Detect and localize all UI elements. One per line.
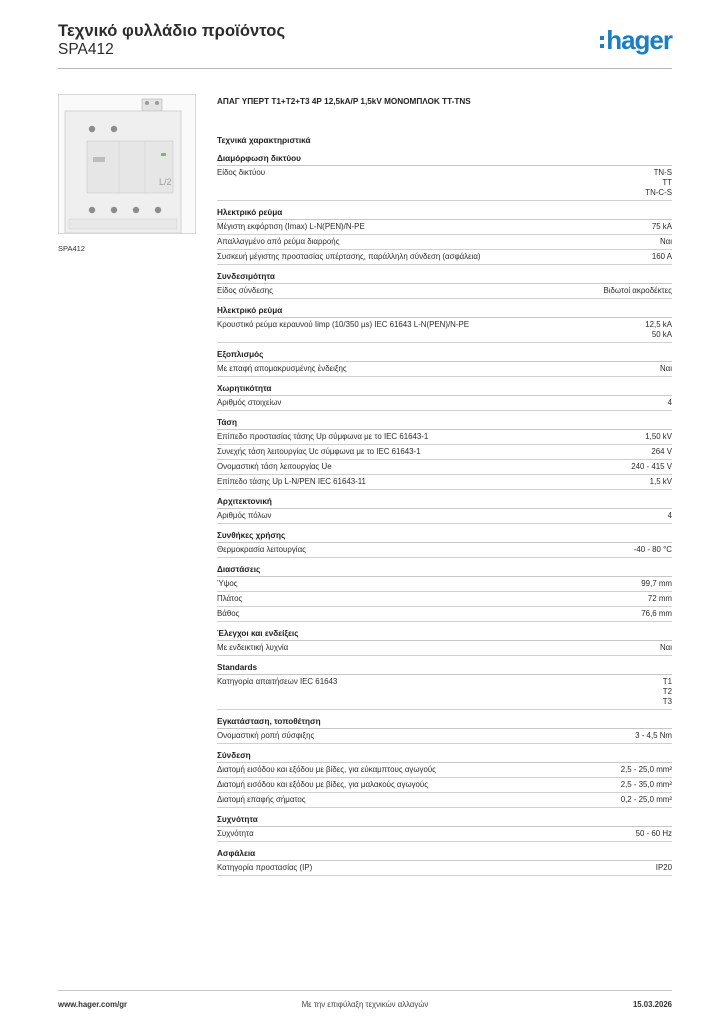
product-image — [58, 94, 196, 234]
spec-value — [663, 677, 672, 707]
spec-value-line: 12,5 kA — [645, 320, 672, 329]
spec-row — [217, 220, 672, 235]
spec-row — [217, 577, 672, 592]
spec-value — [621, 765, 672, 775]
spec-groups — [217, 152, 672, 876]
spec-content — [217, 96, 672, 881]
spec-row — [217, 675, 672, 710]
spec-value-line: 0,2 - 25,0 mm² — [620, 795, 672, 804]
document-subtitle: SPA412 — [58, 41, 114, 58]
spec-group-title: Διαστάσεις — [217, 563, 672, 577]
spec-value-line: TN-C-S — [645, 188, 672, 197]
header-divider — [58, 68, 672, 69]
spec-value-line: T2 — [662, 687, 672, 696]
spec-value-line: 50 - 60 Hz — [635, 829, 672, 838]
spec-value — [648, 594, 672, 604]
spec-label: Ονομαστική τάση λειτουργίας Ue — [217, 462, 332, 471]
spec-value — [645, 168, 672, 198]
spec-group — [217, 416, 672, 490]
tech-specs-heading: Τεχνικά χαρακτηριστικά — [217, 135, 311, 145]
spec-value — [621, 780, 672, 790]
spec-label: Είδος σύνδεσης — [217, 286, 273, 295]
spec-label: Κατηγορία απαιτήσεων IEC 61643 — [217, 677, 338, 686]
spec-label: Αριθμός στοιχείων — [217, 398, 282, 407]
spec-value — [656, 863, 672, 873]
spec-group — [217, 627, 672, 656]
spec-value — [635, 731, 672, 741]
surge-protector-illustration — [59, 95, 195, 233]
spec-row — [217, 460, 672, 475]
spec-value — [668, 398, 672, 408]
spec-label: Διατομή εισόδου και εξόδου με βίδες, για εύκαμπτους αγωγούς — [217, 765, 436, 774]
spec-row — [217, 475, 672, 490]
spec-value — [645, 320, 672, 340]
spec-value — [641, 609, 672, 619]
product-title: ΑΠΑΓ ΥΠΕΡΤ Τ1+Τ2+Τ3 4Ρ 12,5kA/P 1,5kV ΜΟΝΟΜΠΛΟΚ TT-TNS — [217, 97, 471, 106]
spec-group — [217, 813, 672, 842]
logo-text: hager — [606, 25, 672, 55]
spec-label: Ονομαστική ροπή σύσφιξης — [217, 731, 315, 740]
spec-value-line: 72 mm — [647, 594, 672, 603]
spec-row — [217, 284, 672, 299]
document-title: Τεχνικό φυλλάδιο προϊόντος — [58, 22, 286, 40]
spec-value — [645, 432, 672, 442]
spec-value-line: Ναι — [659, 364, 672, 373]
spec-label: Βάθος — [217, 609, 240, 618]
spec-value-line: Ναι — [659, 237, 672, 246]
spec-label: Επίπεδο προστασίας τάσης Up σύμφωνα με το IEC 61643-1 — [217, 432, 429, 441]
spec-row — [217, 430, 672, 445]
spec-value-line: 75 kA — [651, 222, 672, 231]
spec-group — [217, 749, 672, 808]
spec-group-title: Διαμόρφωση δικτύου — [217, 152, 672, 166]
spec-label: Συσκευή μέγιστης προστασίας υπέρτασης, παράλληλη σύνδεση (ασφάλεια) — [217, 252, 481, 261]
spec-group-title: Χωρητικότητα — [217, 382, 672, 396]
spec-label: Διατομή εισόδου και εξόδου με βίδες, για μαλακούς αγωγούς — [217, 780, 429, 789]
spec-value-line: 3 - 4,5 Nm — [635, 731, 672, 740]
spec-row — [217, 396, 672, 411]
spec-value — [636, 829, 672, 839]
spec-value-line: 1,5 kV — [649, 477, 672, 486]
spec-row — [217, 778, 672, 793]
footer-website[interactable]: www.hager.com/gr — [58, 1000, 128, 1009]
spec-group-title: Συνθήκες χρήσης — [217, 529, 672, 543]
spec-row — [217, 318, 672, 343]
spec-value — [651, 447, 672, 457]
spec-value-line: 2,5 - 25,0 mm² — [620, 765, 672, 774]
spec-value-line: TN-S — [653, 168, 672, 177]
spec-group — [217, 206, 672, 265]
spec-group-title: Συνδεσιμότητα — [217, 270, 672, 284]
spec-value — [641, 579, 672, 589]
spec-row — [217, 861, 672, 876]
spec-label: Διατομή επαφής σήματος — [217, 795, 306, 804]
spec-row — [217, 445, 672, 460]
spec-label: Συχνότητα — [217, 829, 254, 838]
spec-label: Κρουστικό ρεύμα κεραυνού Iimp (10/350 µs) IEC 61643 L-N(PEN)/N-PE — [217, 320, 469, 329]
spec-value — [652, 252, 672, 262]
spec-label: Κατηγορία προστασίας (IP) — [217, 863, 313, 872]
spec-row — [217, 509, 672, 524]
spec-value-line: Ναι — [659, 643, 672, 652]
spec-label: Αριθμός πόλων — [217, 511, 272, 520]
spec-group — [217, 715, 672, 744]
spec-group — [217, 495, 672, 524]
spec-label: Συνεχής τάση λειτουργίας Uc σύμφωνα με το IEC 61643-1 — [217, 447, 421, 456]
spec-value-line: 99,7 mm — [641, 579, 672, 588]
page-footer — [58, 990, 672, 1010]
product-image-caption: SPA412 — [58, 244, 85, 253]
spec-value-line: 264 V — [651, 447, 672, 456]
svg-text:L/2: L/2 — [159, 177, 172, 187]
spec-value — [652, 222, 672, 232]
spec-value — [660, 364, 672, 374]
spec-label: Επίπεδο τάσης Up L-N/PEN IEC 61643-11 — [217, 477, 366, 486]
spec-label: Με ενδεικτική λυχνία — [217, 643, 289, 652]
spec-group-title: Ηλεκτρικό ρεύμα — [217, 304, 672, 318]
spec-row — [217, 763, 672, 778]
spec-group — [217, 152, 672, 201]
spec-value — [650, 477, 672, 487]
spec-value — [660, 643, 672, 653]
spec-group-title: Έλεγχοι και ενδείξεις — [217, 627, 672, 641]
spec-group — [217, 304, 672, 343]
spec-value-line: 50 kA — [651, 330, 672, 339]
spec-row — [217, 235, 672, 250]
spec-row — [217, 166, 672, 201]
spec-group-title: Συχνότητα — [217, 813, 672, 827]
spec-value-line: T3 — [662, 697, 672, 706]
spec-label: Πλάτος — [217, 594, 243, 603]
spec-group — [217, 847, 672, 876]
spec-group — [217, 661, 672, 710]
spec-row — [217, 729, 672, 744]
footer-date: 15.03.2026 — [632, 1000, 672, 1009]
footer-notice: Με την επιφύλαξη τεχνικών αλλαγών — [301, 1000, 429, 1009]
spec-label: Μέγιστη εκφόρτιση (Imax) L-N(PEN)/N-PE — [217, 222, 365, 231]
spec-label: Ύψος — [217, 579, 238, 588]
spec-value-line: T1 — [662, 677, 672, 686]
spec-group-title: Σύνδεση — [217, 749, 672, 763]
spec-group — [217, 529, 672, 558]
spec-group-title: Standards — [217, 661, 672, 675]
spec-value-line: 2,5 - 35,0 mm² — [620, 780, 672, 789]
logo-dots-icon — [600, 36, 604, 48]
spec-row — [217, 592, 672, 607]
spec-value-line: 1,50 kV — [645, 432, 672, 441]
spec-label: Απαλλαγμένο από ρεύμα διαρροής — [217, 237, 340, 246]
spec-value-line: -40 - 80 °C — [633, 545, 672, 554]
spec-value-line: TT — [662, 178, 672, 187]
spec-row — [217, 827, 672, 842]
spec-value-line: 4 — [667, 511, 672, 520]
spec-group — [217, 270, 672, 299]
spec-value — [660, 237, 672, 247]
spec-value — [668, 511, 672, 521]
spec-value-line: 76,6 mm — [641, 609, 672, 618]
spec-row — [217, 362, 672, 377]
spec-label: Θερμοκρασία λειτουργίας — [217, 545, 306, 554]
spec-group-title: Ηλεκτρικό ρεύμα — [217, 206, 672, 220]
spec-value-line: 160 A — [651, 252, 672, 261]
spec-group-title: Εγκατάσταση, τοποθέτηση — [217, 715, 672, 729]
spec-group-title: Ασφάλεια — [217, 847, 672, 861]
spec-group-title: Εξοπλισμός — [217, 348, 672, 362]
spec-group — [217, 382, 672, 411]
spec-value — [604, 286, 672, 296]
page-header — [58, 20, 672, 70]
spec-row — [217, 543, 672, 558]
spec-value-line: 4 — [667, 398, 672, 407]
spec-value-line: 240 - 415 V — [631, 462, 672, 471]
spec-value — [634, 545, 672, 555]
spec-value-line: IP20 — [655, 863, 672, 872]
spec-group-title: Τάση — [217, 416, 672, 430]
spec-label: Είδος δικτύου — [217, 168, 266, 177]
spec-value-line: Βιδωτοί ακροδέκτες — [603, 286, 672, 295]
hager-logo — [600, 27, 672, 53]
spec-row — [217, 641, 672, 656]
spec-row — [217, 607, 672, 622]
spec-group-title: Αρχιτεκτονική — [217, 495, 672, 509]
spec-row — [217, 250, 672, 265]
spec-group — [217, 563, 672, 622]
spec-row — [217, 793, 672, 808]
spec-value — [621, 795, 672, 805]
spec-label: Με επαφή απομακρυσμένης ένδειξης — [217, 364, 347, 373]
spec-group — [217, 348, 672, 377]
spec-value — [631, 462, 672, 472]
